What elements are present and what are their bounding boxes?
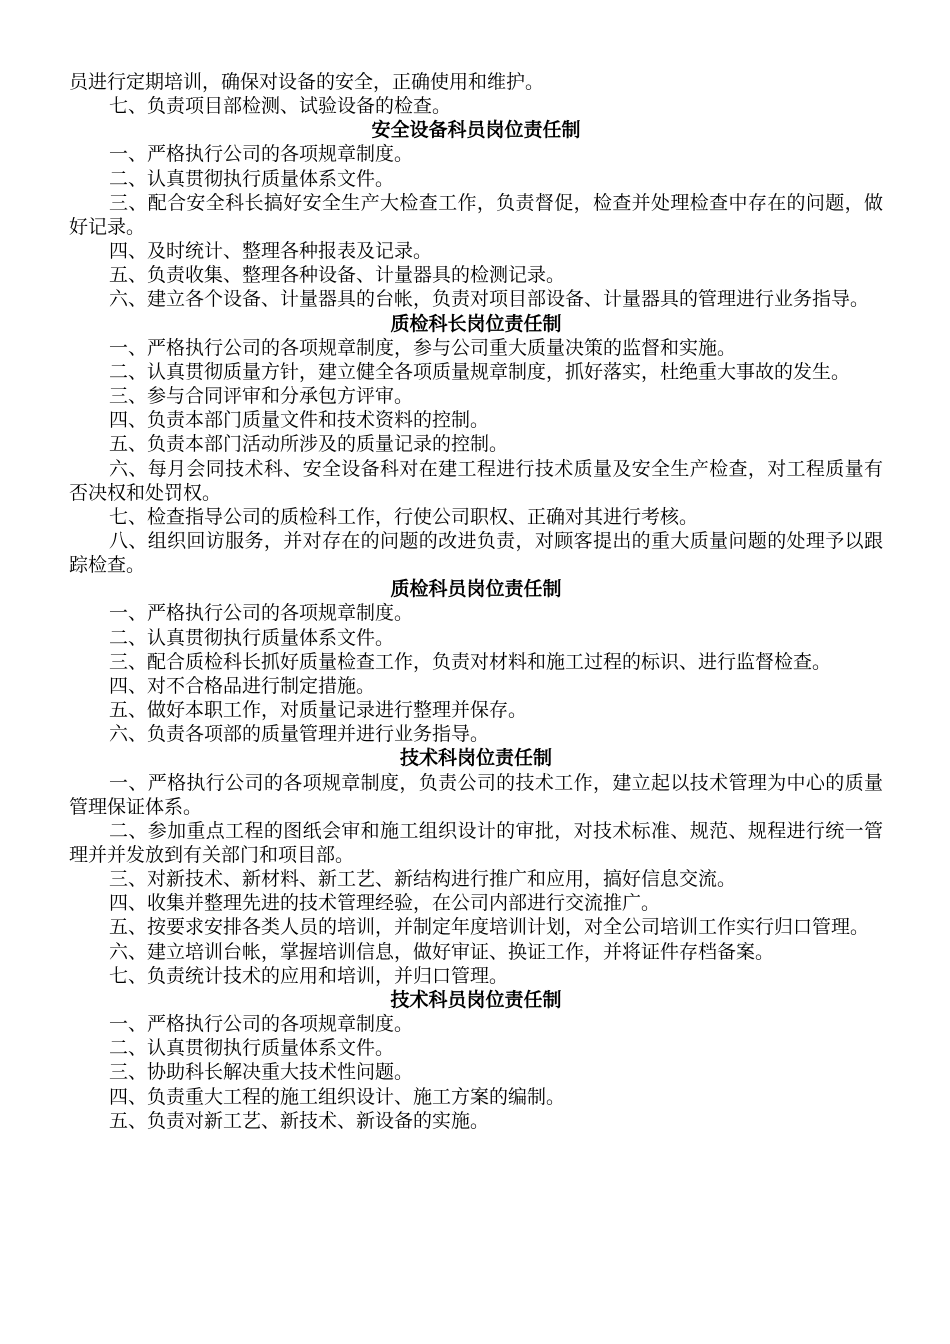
section-item: 二、认真贯彻执行质量体系文件。 <box>109 626 395 649</box>
section-item: 四、对不合格品进行制定措施。 <box>109 674 376 697</box>
section-title-qc-clerk: 质检科员岗位责任制 <box>390 578 562 601</box>
section-item: 二、认真贯彻执行质量体系文件。 <box>109 167 395 190</box>
continuation-paragraph: 员进行定期培训，确保对设备的安全，正确使用和维护。 <box>69 71 545 93</box>
section-item: 四、收集并整理先进的技术管理经验，在公司内部进行交流推广。 <box>109 892 661 915</box>
section-item: 五、负责本部门活动所涉及的质量记录的控制。 <box>109 433 509 456</box>
section-item: 六、建立培训台帐，掌握培训信息，做好审证、换证工作，并将证件存档备案。 <box>109 940 775 963</box>
section-item: 八、组织回访服务，并对存在的问题的改进负责，对顾客提出的重大质量问题的处理予以跟踪检查。 <box>69 529 883 577</box>
section-item: 五、负责对新工艺、新技术、新设备的实施。 <box>109 1109 490 1132</box>
section-item: 五、做好本职工作，对质量记录进行整理并保存。 <box>109 699 528 722</box>
section-item: 一、严格执行公司的各项规章制度，参与公司重大质量决策的监督和实施。 <box>109 336 737 359</box>
section-item: 四、负责本部门质量文件和技术资料的控制。 <box>109 409 490 432</box>
section-item: 六、负责各项部的质量管理并进行业务指导。 <box>109 723 490 746</box>
section-item: 一、严格执行公司的各项规章制度。 <box>109 143 414 166</box>
section-title-safety-equipment-clerk: 安全设备科员岗位责任制 <box>371 119 581 142</box>
section-item: 三、配合安全科长搞好安全生产大检查工作，负责督促，检查并处理检查中存在的问题，做好记录。 <box>69 191 883 238</box>
section-item: 四、及时统计、整理各种报表及记录。 <box>109 240 433 263</box>
section-item: 五、负责收集、整理各种设备、计量器具的检测记录。 <box>109 264 566 287</box>
section-item: 一、严格执行公司的各项规章制度。 <box>109 602 414 625</box>
section-item: 二、认真贯彻质量方针，建立健全各项质量规章制度，抓好落实，杜绝重大事故的发生。 <box>109 360 851 383</box>
section-item: 六、每月会同技术科、安全设备科对在建工程进行技术质量及安全生产检查，对工程质量有否决权和处罚权。 <box>69 457 883 504</box>
section-title-qc-chief: 质检科长岗位责任制 <box>390 312 562 335</box>
section-item: 一、严格执行公司的各项规章制度。 <box>109 1013 414 1036</box>
section-item: 三、参与合同评审和分承包方评审。 <box>109 385 414 408</box>
section-title-tech-clerk: 技术科员岗位责任制 <box>390 988 562 1011</box>
section-item: 七、检查指导公司的质检科工作，行使公司职权、正确对其进行考核。 <box>109 505 699 528</box>
section-item: 七、负责统计技术的应用和培训，并归口管理。 <box>109 964 509 987</box>
section-item: 三、协助科长解决重大技术性问题。 <box>109 1061 414 1084</box>
section-item: 二、参加重点工程的图纸会审和施工组织设计的审批，对技术标准、规范、规程进行统一管理并并发放到有关部门和项目部。 <box>69 819 883 866</box>
section-title-tech-dept: 技术科岗位责任制 <box>399 747 552 770</box>
section-item: 一、严格执行公司的各项规章制度，负责公司的技术工作，建立起以技术管理为中心的质量管理保证体系。 <box>69 771 883 818</box>
section-item: 三、配合质检科长抓好质量检查工作，负责对材料和施工过程的标识、进行监督检查。 <box>109 650 832 673</box>
section-item: 六、建立各个设备、计量器具的台帐，负责对项目部设备、计量器具的管理进行业务指导。 <box>109 288 870 311</box>
opening-item-7: 七、负责项目部检测、试验设备的检查。 <box>109 95 452 118</box>
section-item: 二、认真贯彻执行质量体系文件。 <box>109 1037 395 1060</box>
section-item: 四、负责重大工程的施工组织设计、施工方案的编制。 <box>109 1085 566 1108</box>
section-item: 三、对新技术、新材料、新工艺、新结构进行推广和应用，搞好信息交流。 <box>109 868 737 891</box>
document-page <box>69 70 883 1133</box>
section-item: 五、按要求安排各类人员的培训，并制定年度培训计划，对全公司培训工作实行归口管理。 <box>109 916 870 939</box>
